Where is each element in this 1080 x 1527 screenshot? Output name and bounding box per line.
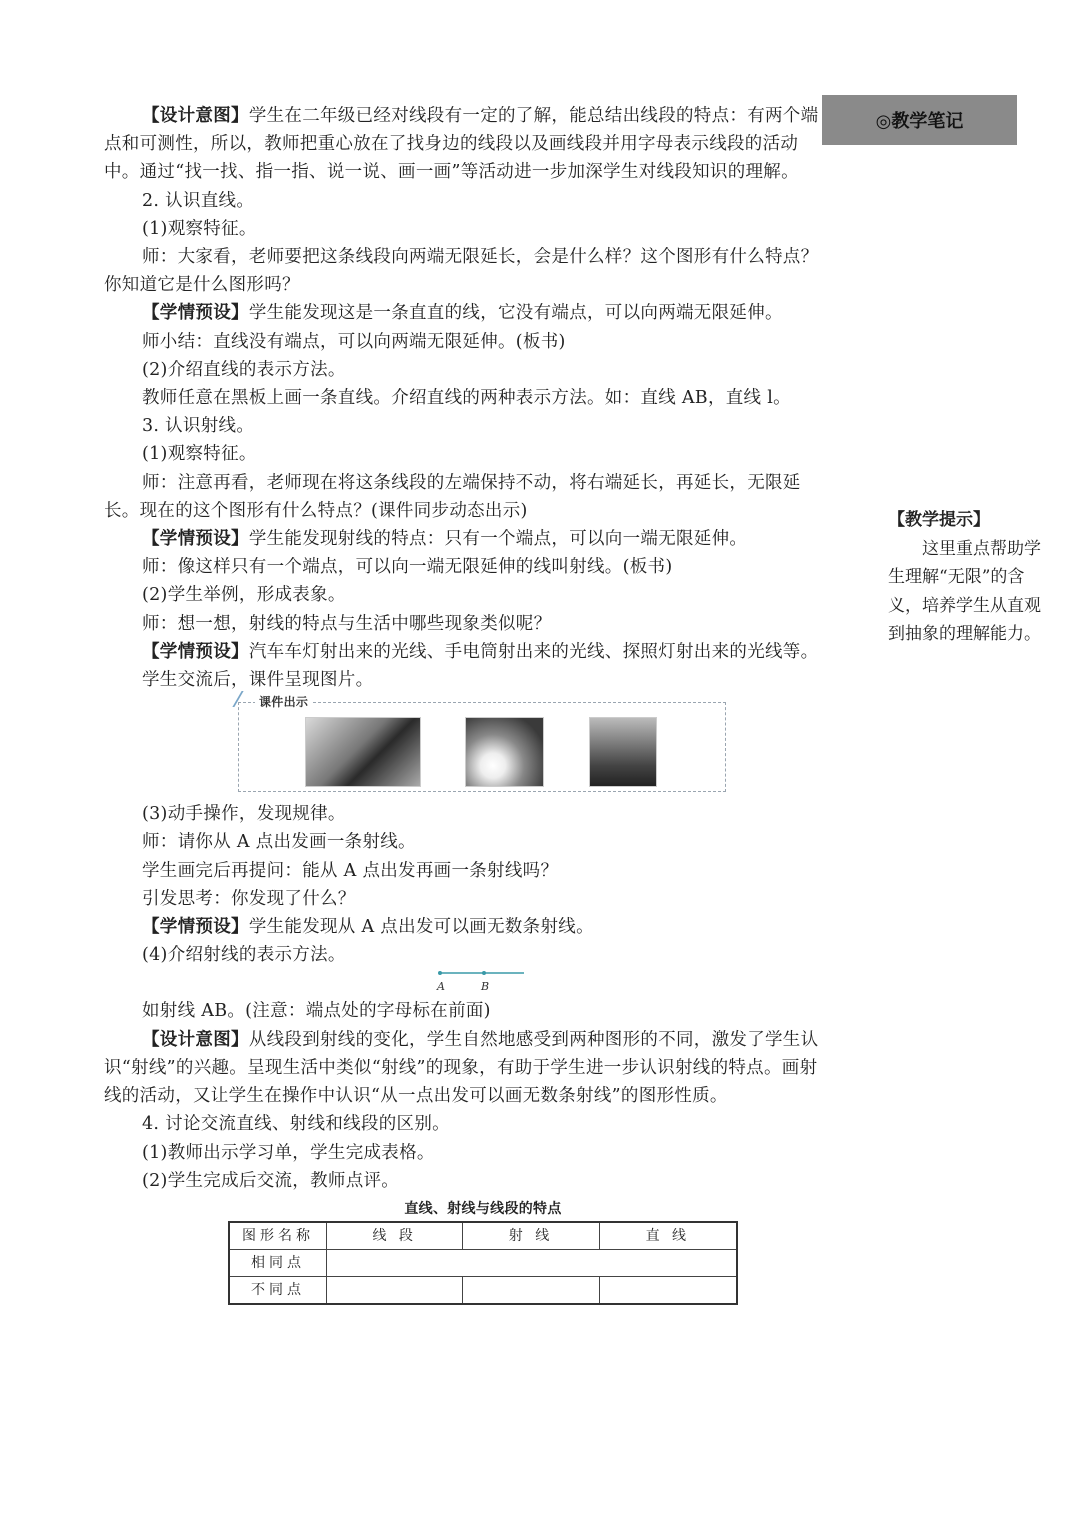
ray-diagram xyxy=(104,969,826,997)
teacher-line: 师：想一想，射线的特点与生活中哪些现象类似呢？ xyxy=(142,613,552,634)
design-intent-paragraph xyxy=(104,1026,826,1111)
lesson-content xyxy=(104,102,826,1305)
teacher-line: 师：请你从 A 点出发画一条射线。 xyxy=(142,832,416,853)
courseware-label: 课件出示 xyxy=(255,694,312,710)
design-intent-tag: 【设计意图】 xyxy=(142,1029,249,1050)
teacher-line: 学生画完后再提问：能从 A 点出发再画一条射线吗？ xyxy=(142,860,559,881)
preset-paragraph xyxy=(104,525,826,553)
label-b: B xyxy=(481,980,490,994)
design-intent-paragraph xyxy=(104,102,826,187)
teacher-summary: 师小结：直线没有端点，可以向两端无限延伸。(板书) xyxy=(142,331,566,352)
preset-tag: 【学情预设】 xyxy=(142,529,249,550)
label-a: A xyxy=(437,980,446,994)
tip-body: 这里重点帮助学生理解“无限”的含义，培养学生从直观到抽象的理解能力。 xyxy=(888,538,1041,644)
sub-step: (1)观察特征。 xyxy=(142,218,257,239)
sub-step: (1)观察特征。 xyxy=(142,444,257,465)
teacher-line: 师：大家看，老师要把这条线段向两端无限延长，会是什么样？这个图形有什么特点？你知道它是什么图形吗？ xyxy=(104,247,819,296)
sub-step: (2)介绍直线的表示方法。 xyxy=(142,359,346,380)
preset-tag: 【学情预设】 xyxy=(142,303,249,324)
table-header-row xyxy=(229,1222,737,1250)
preset-text: 学生能发现这是一条直直的线，它没有端点，可以向两端无限延伸。 xyxy=(248,303,783,324)
empty-cell xyxy=(599,1276,737,1304)
table-header-cell: 直 线 xyxy=(599,1222,737,1250)
section-heading: 2. 认识直线。 xyxy=(142,190,255,211)
preset-text: 学生能发现射线的特点：只有一个端点，可以向一端无限延伸。 xyxy=(248,529,748,550)
teacher-line: 师：注意再看，老师现在将这条线段的左端保持不动，将右端延长，再延长，无限延长。现在的这个图形有什么特点？(课件同步动态出示) xyxy=(104,472,801,521)
preset-paragraph xyxy=(104,913,826,941)
row-label: 不同点 xyxy=(229,1276,327,1304)
preset-tag: 【学情预设】 xyxy=(142,917,249,938)
table-title: 直线、射线与线段的特点 xyxy=(404,1200,562,1217)
preset-text: 汽车车灯射出来的光线、手电筒射出来的光线、探照灯射出来的光线等。 xyxy=(248,641,819,662)
teacher-line: 引发思考：你发现了什么？ xyxy=(142,888,356,909)
teaching-tip xyxy=(888,506,1048,649)
sub-step: (2)学生完成后交流，教师点评。 xyxy=(142,1170,400,1191)
sub-step: (2)学生举例，形成表象。 xyxy=(142,585,346,606)
table-header-cell: 线 段 xyxy=(327,1222,463,1250)
point-b xyxy=(482,971,486,975)
teacher-action: 教师任意在黑板上画一条直线。介绍直线的两种表示方法。如：直线 AB，直线 l。 xyxy=(142,388,791,409)
teaching-notes-header: ◎教学笔记 xyxy=(822,95,1017,145)
flashlight-photo xyxy=(465,717,544,787)
table-row xyxy=(229,1276,737,1304)
empty-cell xyxy=(327,1276,463,1304)
sub-step: (1)教师出示学习单，学生完成表格。 xyxy=(142,1142,435,1163)
car-headlight-photo xyxy=(305,717,421,787)
row-label: 相同点 xyxy=(229,1249,327,1276)
empty-cell xyxy=(327,1249,738,1276)
design-intent-text: 从线段到射线的变化，学生自然地感受到两种图形的不同，激发了学生认识“射线”的兴趣。呈现生活中类似“射线”的现象，有助于学生进一步认识射线的特点。画射线的活动，又让学生在操作中认识“从一点出发可以画无数条射线”的图形性质。 xyxy=(104,1029,819,1107)
searchlight-photo xyxy=(589,717,657,787)
student-exchange: 学生交流后，课件呈现图片。 xyxy=(142,670,374,691)
ray-notation-note: 如射线 AB。(注意：端点处的字母标在前面) xyxy=(142,1001,491,1022)
table-header-cell: 射 线 xyxy=(463,1222,599,1250)
sub-step: (3)动手操作，发现规律。 xyxy=(142,804,346,825)
table-header-cell: 图形名称 xyxy=(229,1222,327,1250)
teacher-line: 师：像这样只有一个端点，可以向一端无限延伸的线叫射线。(板书) xyxy=(142,557,673,578)
section-heading: 3. 认识射线。 xyxy=(142,416,255,437)
empty-cell xyxy=(463,1276,599,1304)
sub-step: (4)介绍射线的表示方法。 xyxy=(142,945,346,966)
preset-paragraph xyxy=(104,299,826,327)
table-row xyxy=(229,1249,737,1276)
design-intent-tag: 【设计意图】 xyxy=(142,106,249,126)
features-table xyxy=(228,1221,738,1305)
courseware-box xyxy=(238,695,726,792)
section-heading: 4. 讨论交流直线、射线和线段的区别。 xyxy=(142,1114,450,1135)
preset-tag: 【学情预设】 xyxy=(142,641,249,662)
preset-paragraph xyxy=(104,638,826,666)
point-a xyxy=(438,971,442,975)
design-intent-text: 学生在二年级已经对线段有一定的了解，能总结出线段的特点：有两个端点和可测性，所以，教师把重心放在了找身边的线段以及画线段并用字母表示线段的活动中。通过“找一找、指一指、说一说、画一画”等活动进一步加深学生对线段知识的理解。 xyxy=(104,106,819,183)
preset-text: 学生能发现从 A 点出发可以画无数条射线。 xyxy=(248,917,594,938)
tip-title: 【教学提示】 xyxy=(888,510,990,530)
ray-ab-figure xyxy=(428,965,528,995)
